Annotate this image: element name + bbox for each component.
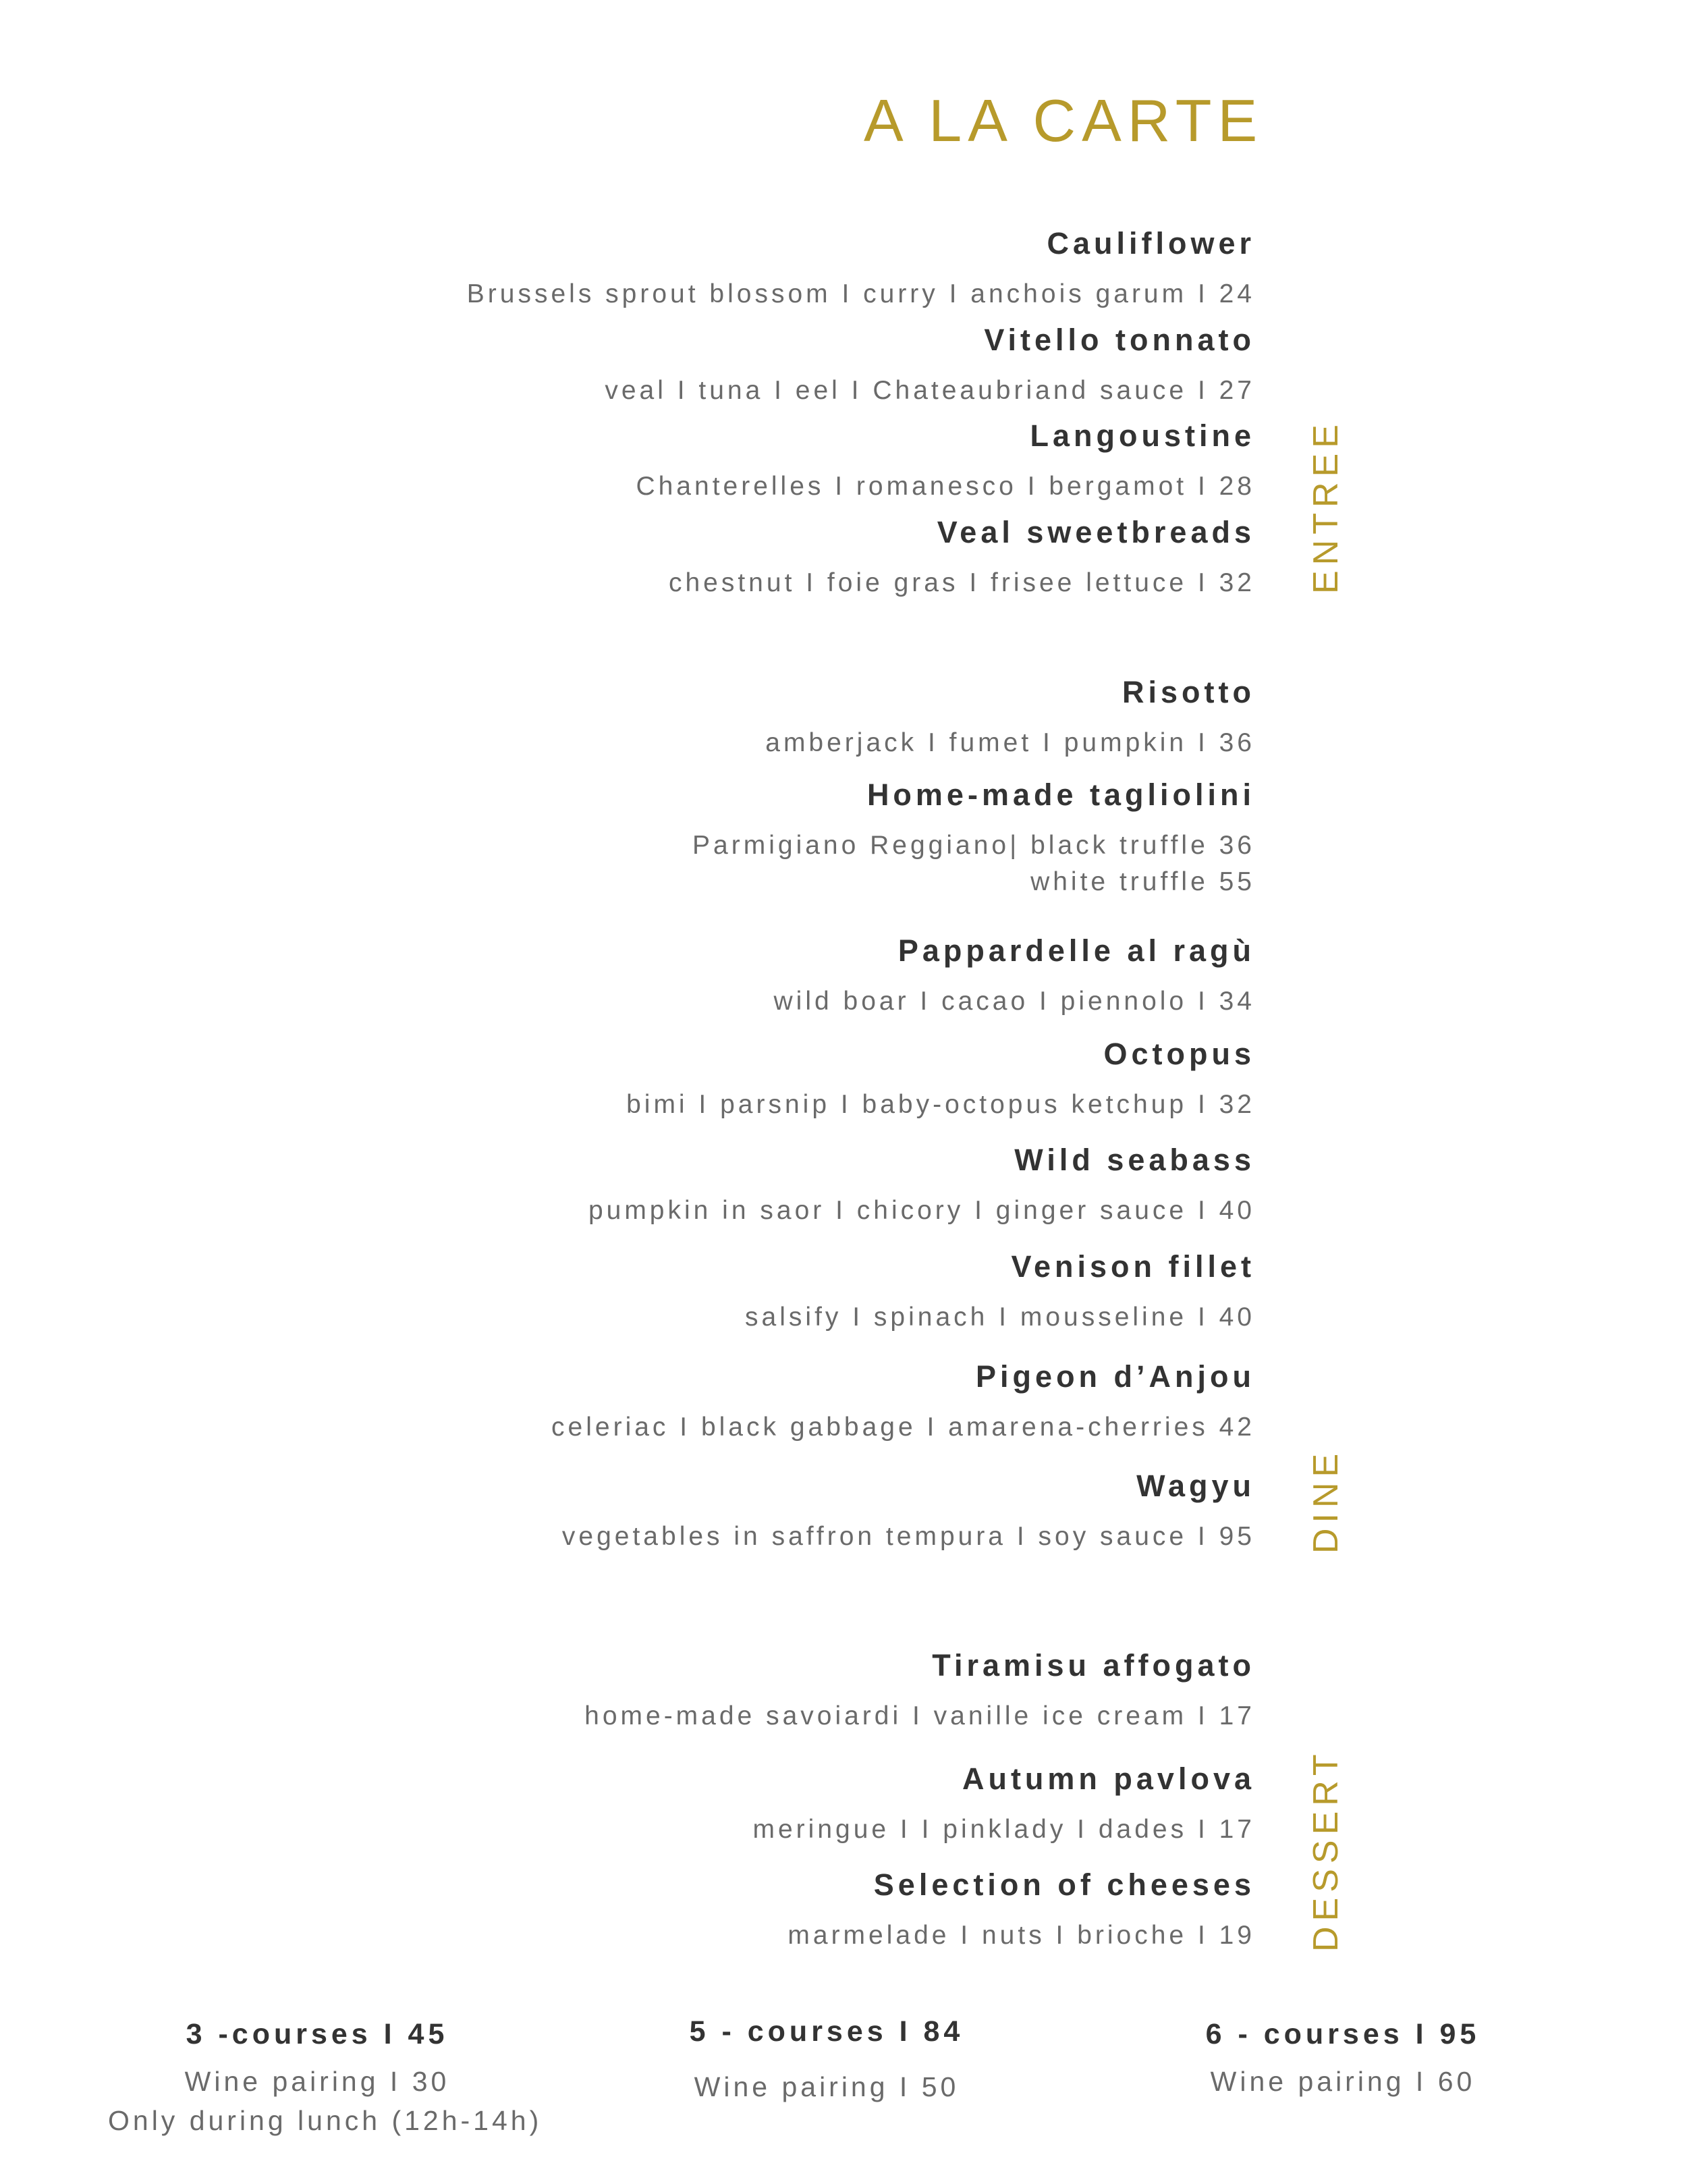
dish-description: wild boar I cacao I piennolo I 34	[773, 987, 1255, 1016]
dish-description: home-made savoiardi I vanille ice cream I 17	[584, 1701, 1255, 1730]
section-label-dine: DINE	[1306, 1448, 1346, 1554]
dish-description: bimi I parsnip I baby-octopus ketchup I 32	[626, 1090, 1255, 1119]
dish-name: Tiramisu affogato	[932, 1648, 1255, 1683]
dish-name: Autumn pavlova	[962, 1762, 1255, 1796]
dish-description: meringue I I pinklady I dades I 17	[752, 1815, 1255, 1844]
dish-name: Pappardelle al ragù	[897, 933, 1255, 968]
dish-name: Wild seabass	[1014, 1143, 1255, 1177]
section-label-dessert: DESSERT	[1306, 1749, 1346, 1952]
menu-item-selection-of-cheeses	[787, 1867, 1255, 1954]
menu-item-risotto	[765, 675, 1255, 761]
offer-3-courses	[108, 2018, 543, 2140]
offer-title: 6 - courses I 95	[1205, 2018, 1481, 2050]
menu-item-pappardelle	[773, 933, 1255, 1020]
dish-description: pumpkin in saor I chicory I ginger sauce I 40	[588, 1196, 1255, 1225]
dish-name: Selection of cheeses	[873, 1867, 1255, 1902]
dish-description: vegetables in saffron tempura I soy sauce I 95	[561, 1522, 1255, 1551]
menu-item-langoustine	[636, 418, 1255, 505]
dish-name: Octopus	[1103, 1037, 1255, 1071]
dish-name: Cauliflower	[1047, 226, 1255, 261]
dish-description: Brussels sprout blossom I curry I anchois garum I 24	[466, 279, 1255, 308]
dish-name: Pigeon d’Anjou	[976, 1359, 1255, 1394]
menu-item-wild-seabass	[588, 1143, 1255, 1229]
dish-description: chestnut I foie gras I frisee lettuce I 32	[668, 568, 1255, 597]
offer-title: 5 - courses I 84	[689, 2015, 964, 2048]
menu-item-veal-sweetbreads	[669, 515, 1255, 601]
dish-description: Chanterelles I romanesco I bergamot I 28	[636, 472, 1255, 501]
menu-title: A LA CARTE	[864, 87, 1264, 154]
offer-wine-pairing: Wine pairing I 30	[184, 2066, 450, 2097]
menu-item-venison-fillet	[745, 1249, 1255, 1336]
dish-name: Wagyu	[1136, 1469, 1255, 1503]
offer-title: 3 -courses I 45	[186, 2018, 449, 2050]
offer-note: Only during lunch (12h-14h)	[108, 2105, 543, 2136]
dish-name: Langoustine	[1030, 418, 1255, 453]
dish-description: amberjack I fumet I pumpkin I 36	[765, 728, 1255, 757]
menu-item-autumn-pavlova	[752, 1762, 1255, 1848]
dish-description: veal I tuna I eel I Chateaubriand sauce I 27	[605, 376, 1255, 405]
menu-item-octopus	[626, 1037, 1255, 1123]
offer-wine-pairing: Wine pairing I 50	[694, 2071, 960, 2102]
offer-5-courses	[638, 2015, 1016, 2106]
menu-item-cauliflower	[467, 226, 1255, 312]
dish-name: Risotto	[1122, 675, 1255, 709]
menu-item-vitello-tonnato	[605, 323, 1255, 409]
dish-description: celeriac I black gabbage I amarena-cherries 42	[551, 1413, 1255, 1442]
dish-description: marmelade I nuts I brioche I 19	[787, 1921, 1255, 1950]
dish-name: Venison fillet	[1011, 1249, 1255, 1284]
offer-wine-pairing: Wine pairing I 60	[1210, 2066, 1476, 2097]
offer-6-courses	[1147, 2018, 1539, 2101]
dish-name: Veal sweetbreads	[937, 515, 1255, 549]
menu-item-wagyu	[562, 1469, 1255, 1555]
menu-item-pigeon-danjou	[551, 1359, 1255, 1446]
dish-description-secondary: white truffle 55	[1030, 867, 1255, 896]
dish-description: Parmigiano Reggiano| black truffle 36	[692, 831, 1255, 860]
dish-name: Vitello tonnato	[984, 323, 1255, 357]
section-label-entree: ENTREE	[1306, 419, 1346, 594]
dish-name: Home-made tagliolini	[866, 777, 1255, 812]
dish-description: salsify I spinach I mousseline I 40	[745, 1303, 1255, 1332]
menu-item-tiramisu-affogato	[584, 1648, 1255, 1735]
menu-item-home-made-tagliolini	[692, 777, 1255, 900]
